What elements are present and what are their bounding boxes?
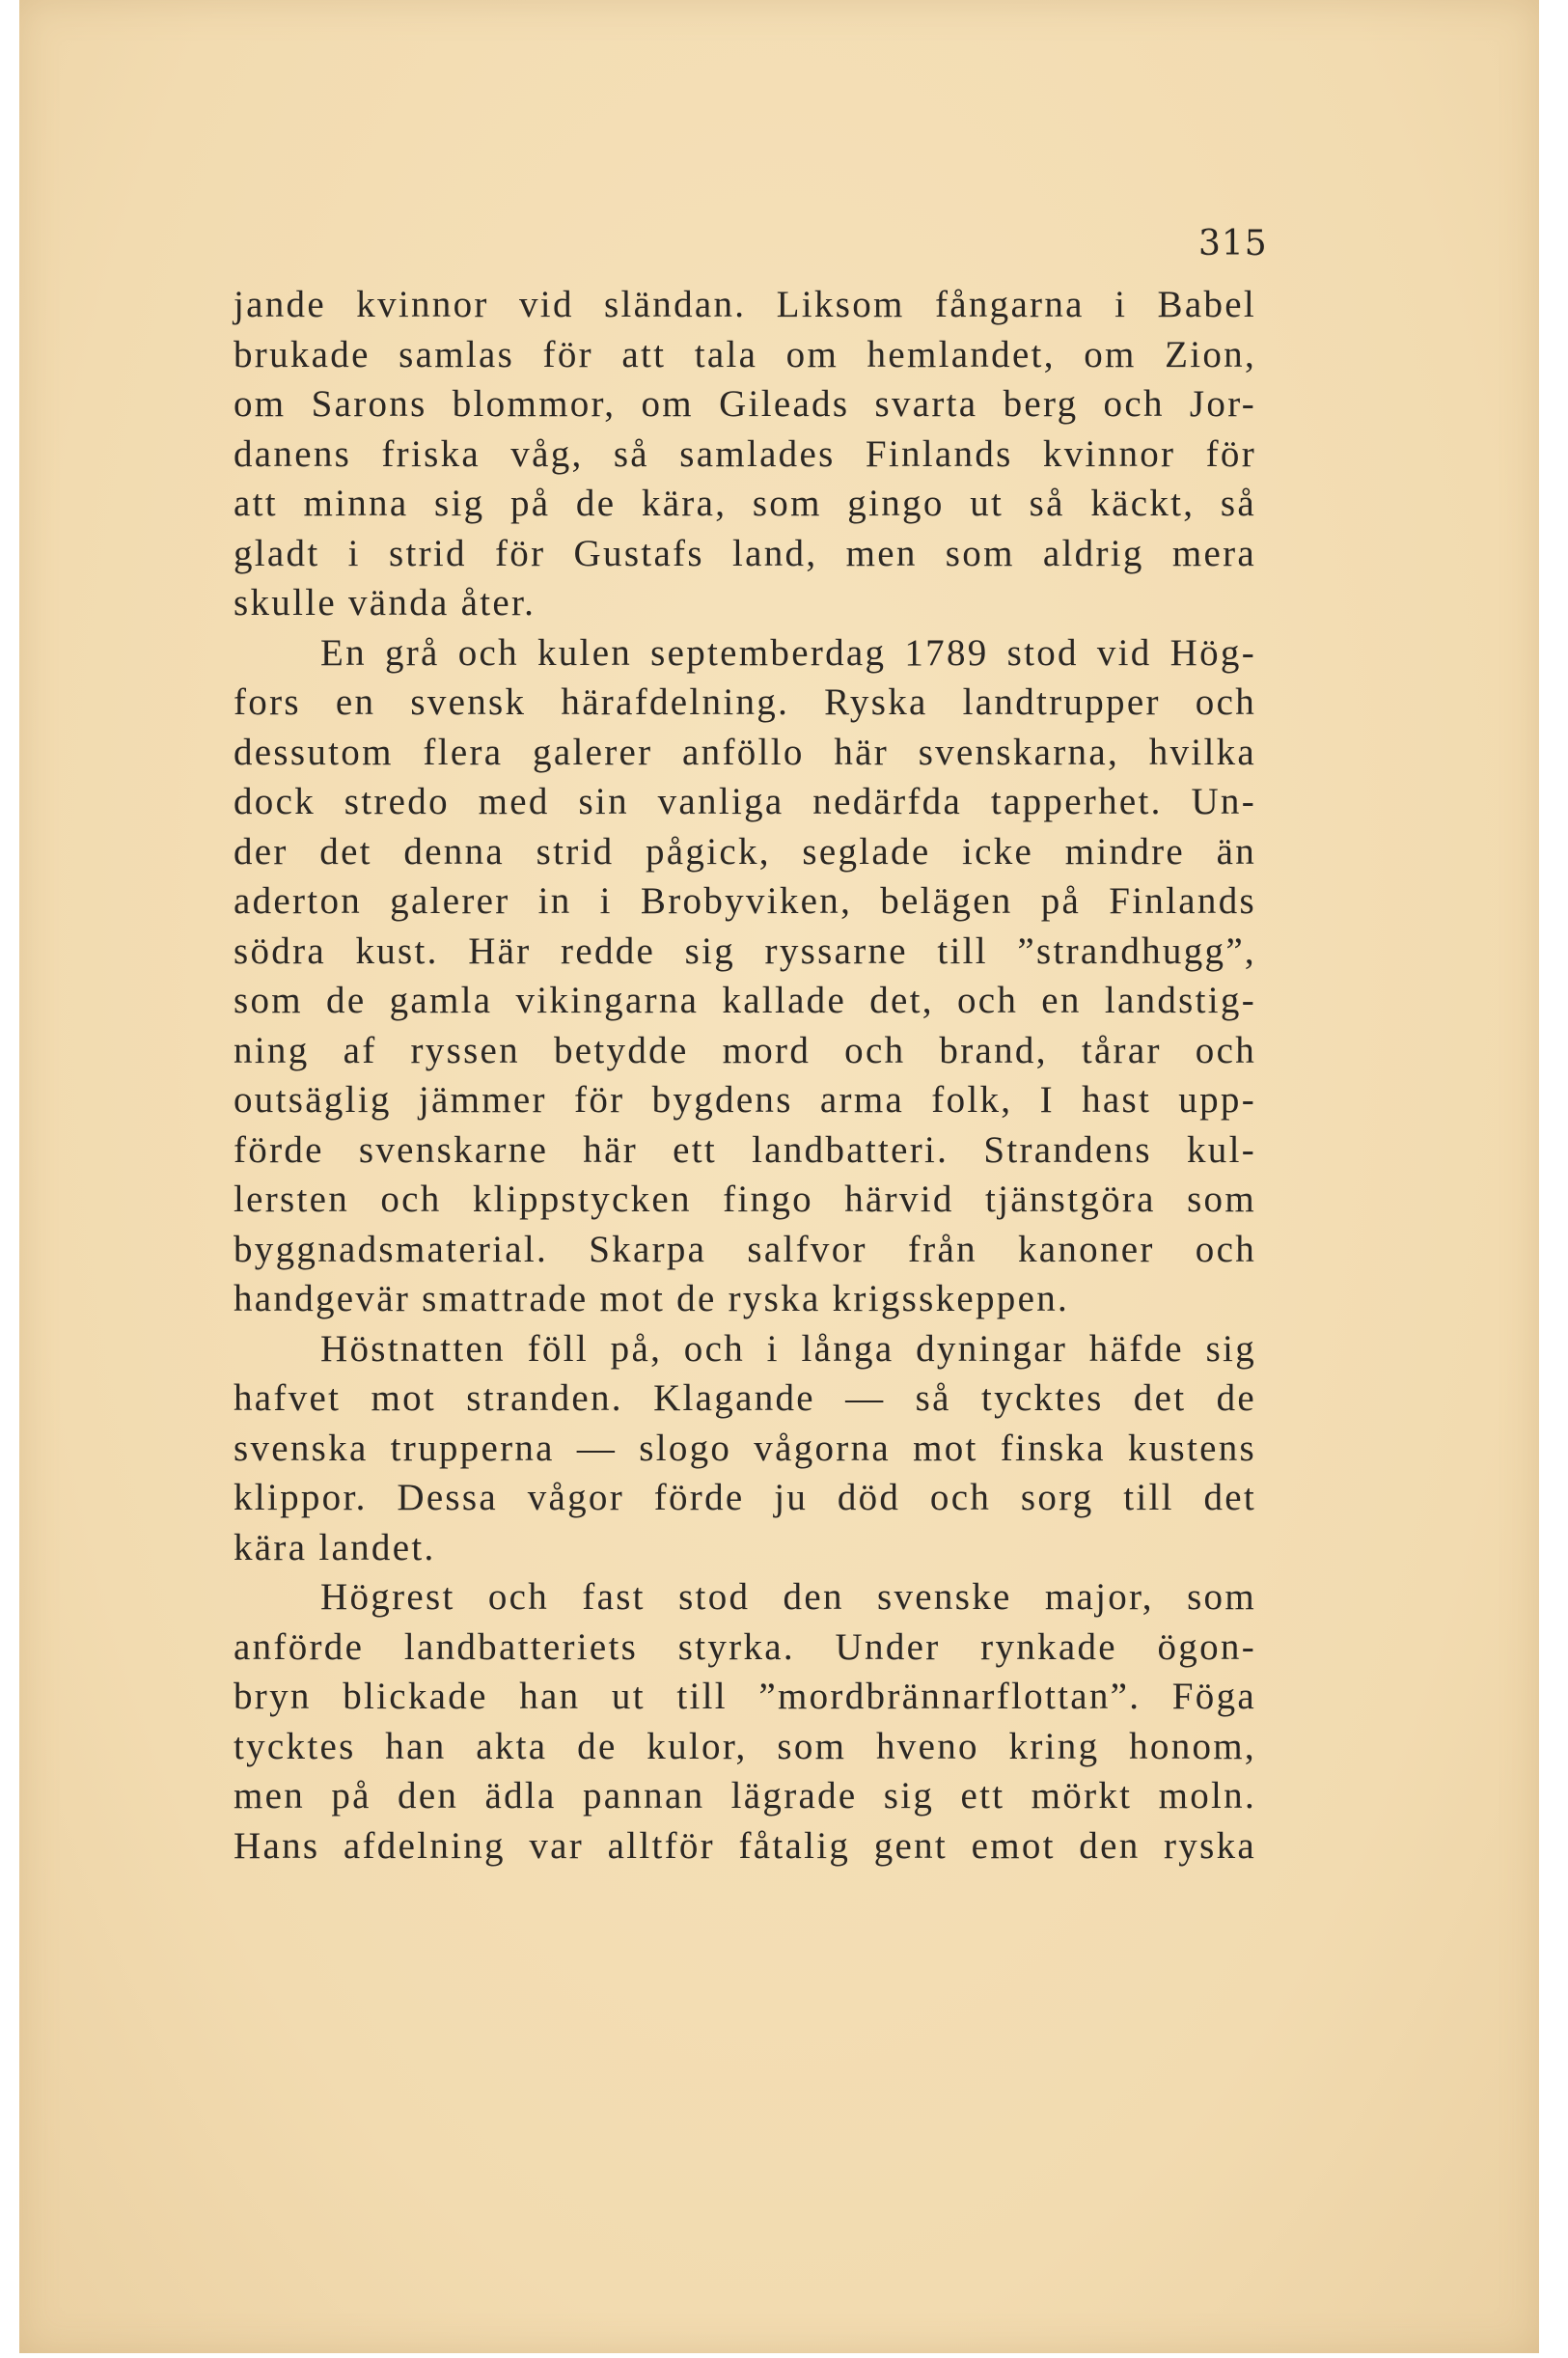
text-line: danens friska våg, så samlades Finlands kvinnor för bbox=[234, 432, 1256, 475]
text-line: dessutom flera galerer anföllo här svenskarna, hvilka bbox=[234, 731, 1256, 773]
body-text bbox=[234, 280, 1256, 1871]
text-line: gladt i strid för Gustafs land, men som aldrig mera bbox=[234, 532, 1256, 574]
text-line: outsäglig jämmer för bygdens arma folk, I hast upp- bbox=[234, 1079, 1256, 1121]
text-line: hafvet mot stranden. Klagande — så tycktes det de bbox=[234, 1377, 1256, 1419]
text-line: som de gamla vikingarna kallade det, och en landstig- bbox=[234, 980, 1256, 1021]
text-line: men på den ädla pannan lägrade sig ett mörkt moln. bbox=[234, 1775, 1256, 1817]
text-line: Högrest och fast stod den svenske major, som bbox=[320, 1576, 1256, 1618]
text-line: handgevär smattrade mot de ryska krigsskeppen. bbox=[234, 1278, 1070, 1319]
text-line: der det denna strid pågick, seglade icke mindre än bbox=[234, 830, 1256, 873]
text-line: jande kvinnor vid sländan. Liksom fångarna i Babel bbox=[234, 284, 1256, 325]
text-line: svenska trupperna — slogo vågorna mot finska kustens bbox=[234, 1427, 1256, 1469]
text-line: kära landet. bbox=[234, 1526, 436, 1568]
text-line: byggnadsmaterial. Skarpa salfvor från kanoner och bbox=[234, 1228, 1256, 1270]
text-line: aderton galerer in i Brobyviken, belägen på Finlands bbox=[234, 880, 1256, 922]
text-line: anförde landbatteriets styrka. Under rynkade ögon- bbox=[234, 1625, 1256, 1668]
text-line: ning af ryssen betydde mord och brand, tårar och bbox=[234, 1029, 1256, 1071]
page-number: 315 bbox=[1198, 224, 1268, 264]
book-page bbox=[19, 0, 1539, 2353]
text-line: klippor. Dessa vågor förde ju död och sorg till det bbox=[234, 1477, 1256, 1518]
text-line: lersten och klippstycken fingo härvid tjänstgöra som bbox=[234, 1179, 1256, 1220]
scan-margin-right bbox=[1539, 0, 1568, 2358]
text-line: brukade samlas för att tala om hemlandet, om Zion, bbox=[234, 333, 1256, 375]
scan-margin-bottom bbox=[0, 2353, 1568, 2358]
text-line: Hans afdelning var alltför fåtalig gent emot den ryska bbox=[234, 1824, 1256, 1867]
text-line: att minna sig på de kära, som gingo ut så käckt, så bbox=[234, 483, 1256, 524]
text-line: om Sarons blommor, om Gileads svarta berg och Jor- bbox=[234, 383, 1256, 425]
text-line: Höstnatten föll på, och i långa dyningar häfde sig bbox=[320, 1327, 1256, 1370]
text-line: södra kust. Här redde sig ryssarne till ”strandhugg”, bbox=[234, 929, 1256, 972]
text-line: bryn blickade han ut till ”mordbrännarflottan”. Föga bbox=[234, 1676, 1256, 1717]
text-line: tycktes han akta de kulor, som hveno kring honom, bbox=[234, 1725, 1256, 1767]
text-line: fors en svensk härafdelning. Ryska landtrupper och bbox=[234, 681, 1256, 723]
text-line: förde svenskarne här ett landbatteri. Strandens kul- bbox=[234, 1128, 1256, 1171]
text-line: En grå och kulen septemberdag 1789 stod vid Hög- bbox=[320, 631, 1256, 674]
text-line: skulle vända åter. bbox=[234, 582, 536, 624]
text-line: dock stredo med sin vanliga nedärfda tapperhet. Un- bbox=[234, 781, 1256, 822]
